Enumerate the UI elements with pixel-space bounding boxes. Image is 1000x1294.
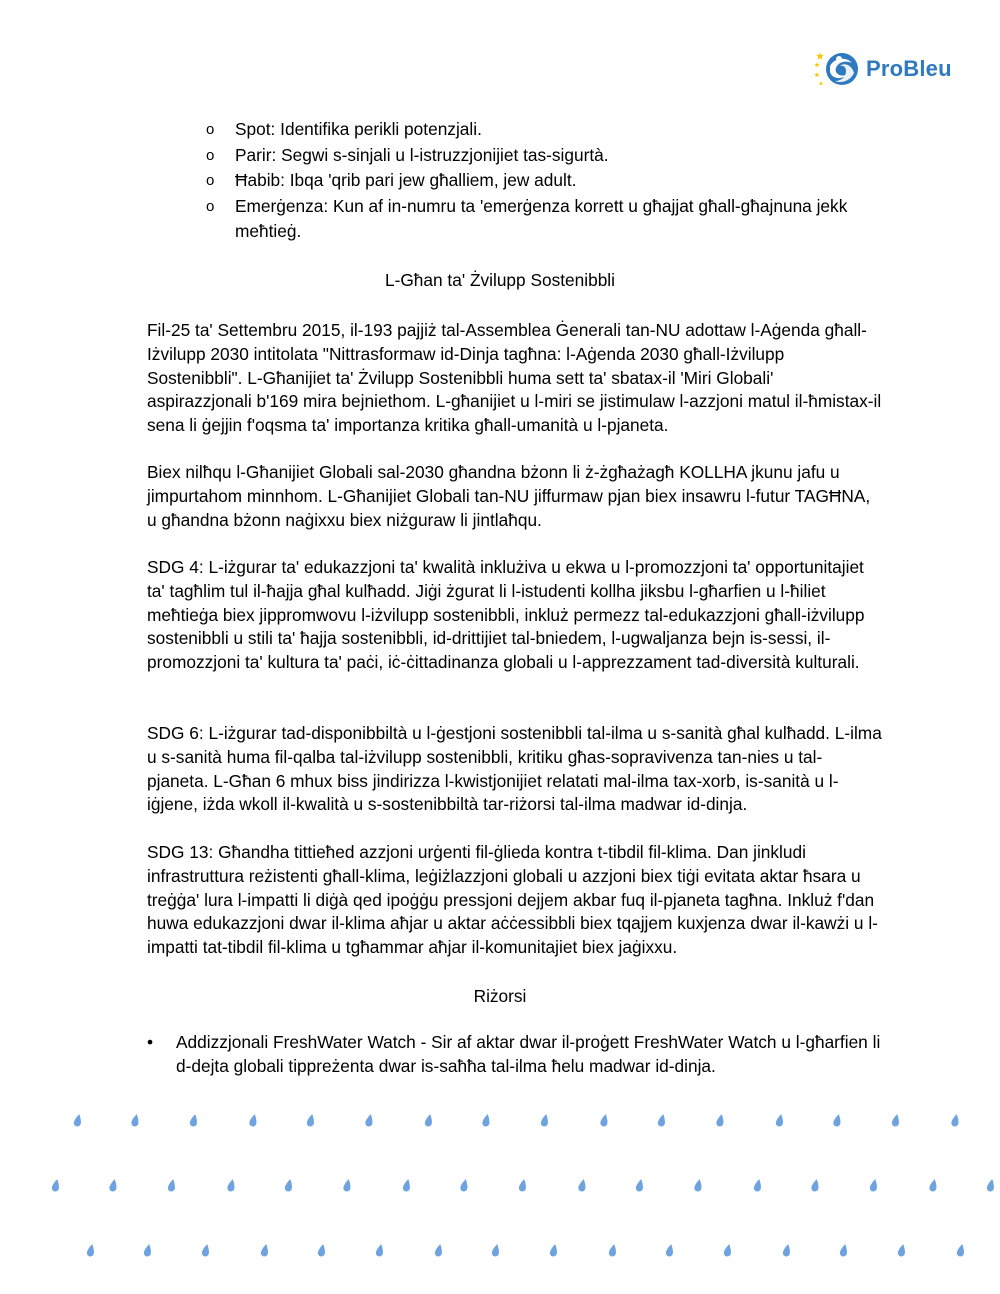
water-droplet-icon: [189, 1113, 198, 1127]
water-droplet-icon: [227, 1178, 236, 1192]
water-droplet-icon: [375, 1243, 384, 1257]
section-heading-resources: Riżorsi: [473, 986, 527, 1006]
water-droplet-icon: [811, 1178, 820, 1192]
water-droplet-icon: [891, 1113, 900, 1127]
list-item: [206, 143, 886, 169]
paragraph-sdg-13: SDG 13: Għandha tittieħed azzjoni urġenti fil-ġlieda kontra t-tibdil fil-klima. Dan jinkludi infrastruttura reżistenti għall-klima, leġiżlazzjoni globali u azzjoni biex tiġi evitata aktar ħsara u treġġa' lura l-impatti li diġà qed ipoġġu pressjoni dejjem akbar fuq il-pjaneta tagħna. Inkluż f'dan huwa edukazzjoni dwar il-klima aħjar u aktar aċċessibbli biex tqajjem kuxjenza dwar il-kawżi u l-impatti tat-tibdil fil-klima u tgħammar aħjar il-komunitajiet biex jaġixxu.: [147, 842, 878, 958]
paragraph-sdg-6: SDG 6: L-iżgurar tad-disponibbiltà u l-ġestjoni sostenibbli tal-ilma u s-sanità għal kulħadd. L-ilma u s-sanità huma fil-qalba tal-iżvilupp sostenibbli, kritiku għas-sopravivenza tan-nies u tal-pjaneta. L-Għan 6 mhux biss jindirizza l-kwistjonijiet relatati mal-ilma tax-xorb, is-sanità u l-iġjene, iżda wkoll il-kwalità u s-sostenibbiltà tar-riżorsi tal-ilma madwar id-dinja.: [147, 723, 882, 815]
water-droplet-icon: [694, 1178, 703, 1192]
water-droplet-icon: [131, 1113, 140, 1127]
water-droplet-icon: [143, 1243, 152, 1257]
water-droplet-icon: [869, 1178, 878, 1192]
water-droplet-icon: [201, 1243, 210, 1257]
probleu-emblem-icon: [812, 46, 860, 92]
water-droplet-icon: [956, 1243, 965, 1257]
droplet-pattern: [0, 1100, 1000, 1280]
water-droplet-icon: [753, 1178, 762, 1192]
safety-steps-list: [206, 117, 886, 245]
water-droplet-icon: [578, 1178, 587, 1192]
water-droplet-icon: [929, 1178, 938, 1192]
water-droplet-icon: [51, 1178, 60, 1192]
water-droplet-icon: [317, 1243, 326, 1257]
logo-wordmark: ProBleu: [866, 56, 952, 81]
water-droplet-icon: [167, 1178, 176, 1192]
list-item-text: Parir: Segwi s-sinjali u l-istruzzjonijiet tas-sigurtà.: [235, 144, 609, 165]
probleu-logo: [812, 46, 972, 92]
water-droplet-icon: [657, 1113, 666, 1127]
list-item: [147, 1030, 882, 1078]
water-droplet-icon: [897, 1243, 906, 1257]
water-droplet-icon: [775, 1113, 784, 1127]
water-droplet-icon: [86, 1243, 95, 1257]
water-droplet-icon: [343, 1178, 352, 1192]
water-droplet-icon: [73, 1113, 82, 1127]
water-droplet-icon: [402, 1178, 411, 1192]
water-droplet-icon: [109, 1178, 118, 1192]
water-droplet-icon: [986, 1178, 995, 1192]
hollow-bullet-icon: o: [206, 197, 215, 215]
water-droplet-icon: [365, 1113, 374, 1127]
paragraph-agenda-2030: Fil-25 ta' Settembru 2015, il-193 pajjiż tal-Assemblea Ġenerali tan-NU adottaw l-Aġenda għall-Iżvilupp 2030 intitolata "Nittrasformaw id-Dinja tagħna: l-Aġenda 2030 għall-Iżvilupp Sostenibbli". L-Għanijiet ta' Żvilupp Sostenibbli huma sett ta' sbatax-il 'Miri Globali' aspirazzjonali b'169 mira bejniethom. L-għanijiet u l-miri se jistimulaw l-azzjoni matul il-ħmistax-il sena li ġejjin f'oqsma ta' importanza kritika għall-umanità u l-pjaneta.: [147, 320, 882, 436]
resources-list: [147, 1030, 882, 1078]
hollow-bullet-icon: o: [206, 172, 215, 189]
water-droplet-icon: [518, 1178, 527, 1192]
water-droplet-icon: [665, 1243, 674, 1257]
water-droplet-icon: [260, 1243, 269, 1257]
water-droplet-icon: [540, 1113, 549, 1127]
hollow-bullet-icon: o: [206, 146, 215, 164]
paragraph-global-goals: Biex nilħqu l-Għanijiet Globali sal-2030 għandna bżonn li ż-żgħażagħ KOLLHA jkunu jafu u jimpurtahom minnhom. L-Għanijiet Globali tan-NU jiffurmaw pjan biex insawru l-futur TAGĦNA, u għandna bżonn naġixxu biex niżguraw li jintlaħqu.: [147, 462, 871, 530]
water-droplet-icon: [716, 1113, 725, 1127]
water-droplet-icon: [782, 1243, 791, 1257]
list-item: [206, 168, 886, 194]
hollow-bullet-icon: o: [206, 121, 215, 138]
water-droplet-icon: [424, 1113, 433, 1127]
water-droplet-icon: [434, 1243, 443, 1257]
water-droplet-icon: [833, 1113, 842, 1127]
section-heading-sdg: L-Għan ta' Żvilupp Sostenibbli: [384, 270, 615, 290]
water-droplet-icon: [491, 1243, 500, 1257]
water-droplet-icon: [635, 1178, 644, 1192]
water-droplet-icon: [549, 1243, 558, 1257]
water-droplet-icon: [284, 1178, 293, 1192]
water-droplet-icon: [460, 1178, 469, 1192]
bullet-icon: •: [147, 1032, 154, 1052]
list-item: [206, 117, 886, 143]
water-droplet-icon: [608, 1243, 617, 1257]
list-item: [206, 194, 886, 245]
paragraph-sdg-4: SDG 4: L-iżgurar ta' edukazzjoni ta' kwalità inklużiva u ekwa u l-promozzjoni ta' opportunitajiet ta' tagħlim tul il-ħajja għal kulħadd. Jiġi żgurat li l-istudenti kollha jiksbu l-għarfien u l-ħiliet meħtieġa biex jippromwovu l-iżvilupp sostenibbli, inkluż permezz tal-edukazzjoni għall-iżvilupp sostenibbli u stili ta' ħajja sostenibbli, id-drittijiet tal-bniedem, l-ugwaljanza bejn is-sessi, il-promozzjoni ta' kultura ta' paċi, iċ-ċittadinanza globali u l-apprezzament tad-diversità kulturali.: [147, 557, 865, 673]
water-droplet-icon: [839, 1243, 848, 1257]
water-droplet-icon: [482, 1113, 491, 1127]
list-item-text: Emerġenza: Kun af in-numru ta 'emerġenza korrett u għajjat għall-għajnuna jekk meħtieġ.: [235, 195, 848, 241]
water-droplet-icon: [951, 1113, 960, 1127]
water-droplet-icon: [306, 1113, 315, 1127]
list-item-text: Ħabib: Ibqa 'qrib pari jew għalliem, jew adult.: [235, 170, 577, 190]
water-droplet-icon: [723, 1243, 732, 1257]
resource-text: Addizzjonali FreshWater Watch - Sir af aktar dwar il-proġett FreshWater Watch u l-għarfien li d-dejta globali tippreżenta dwar is-saħħa tal-ilma ħelu madwar id-dinja.: [176, 1032, 881, 1076]
list-item-text: Spot: Identifika perikli potenzjali.: [235, 119, 482, 139]
water-droplet-icon: [600, 1113, 609, 1127]
water-droplet-icon: [249, 1113, 258, 1127]
